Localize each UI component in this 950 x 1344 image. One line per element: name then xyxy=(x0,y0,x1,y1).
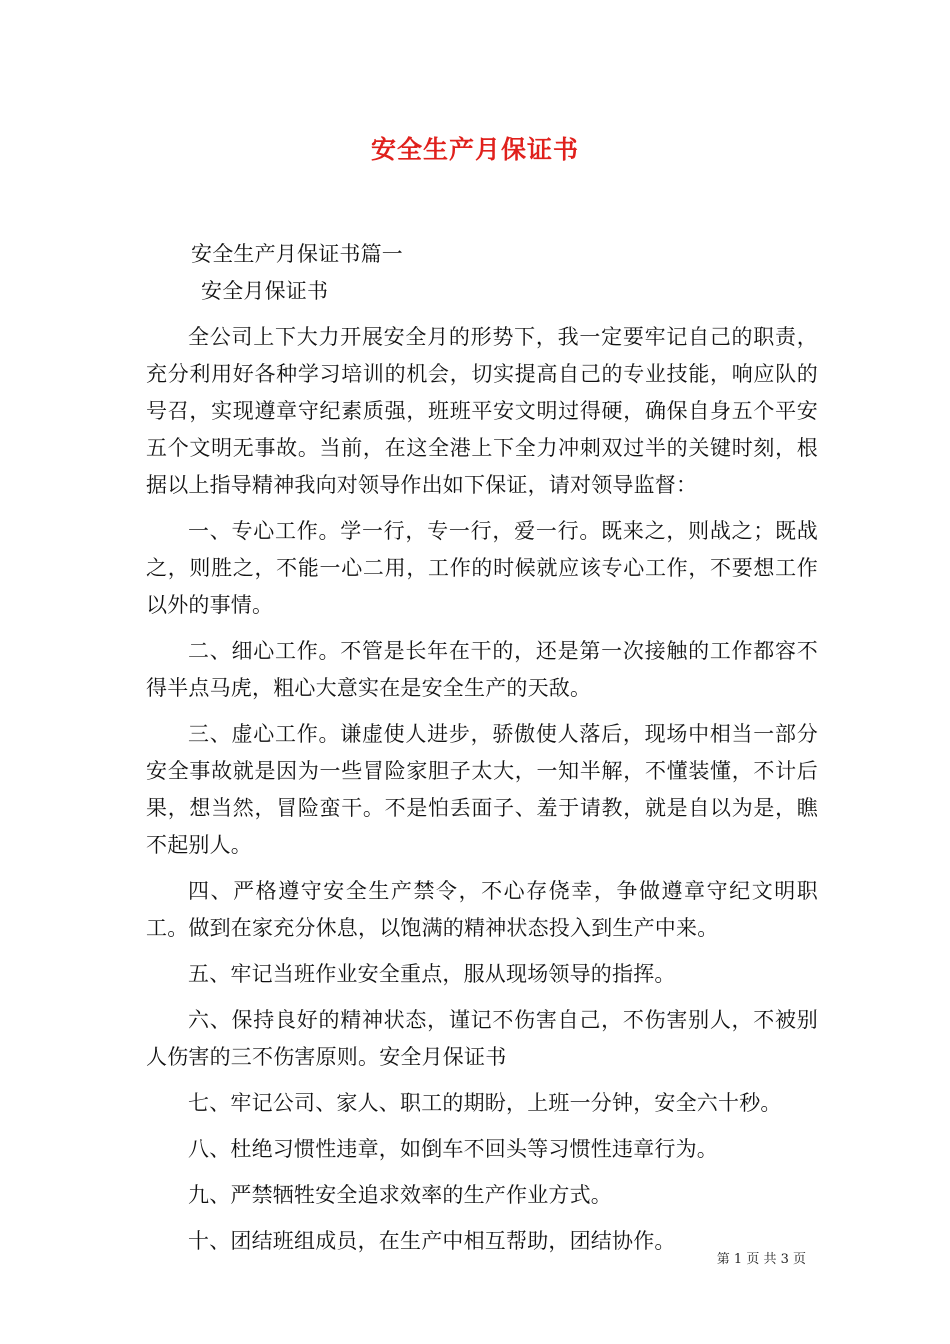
section-heading: 安全生产月保证书篇一 xyxy=(191,242,403,266)
paragraph-item-6: 六、保持良好的精神状态，谨记不伤害自己，不伤害别人，不被别人伤害的三不伤害原则。安全月保证书 xyxy=(146,1008,818,1069)
paragraph-item-2: 二、细心工作。不管是长年在干的，还是第一次接触的工作都容不得半点马虎，粗心大意实在是安全生产的天敌。 xyxy=(146,639,818,700)
paragraph-item-9: 九、严禁牺牲安全追求效率的生产作业方式。 xyxy=(188,1183,612,1207)
paragraph-item-7: 七、牢记公司、家人、职工的期盼，上班一分钟，安全六十秒。 xyxy=(188,1091,782,1115)
document-body xyxy=(146,236,818,1269)
page-number-footer: 第 1 页 共 3 页 xyxy=(716,1252,806,1267)
paragraph-item-4: 四、严格遵守安全生产禁令，不心存侥幸，争做遵章守纪文明职工。做到在家充分休息，以饱满的精神状态投入到生产中来。 xyxy=(146,879,818,940)
paragraph-item-8: 八、杜绝习惯性违章，如倒车不回头等习惯性违章行为。 xyxy=(188,1137,718,1161)
paragraph-item-1: 一、专心工作。学一行，专一行，爱一行。既来之，则战之；既战之，则胜之，不能一心二用，工作的时候就应该专心工作，不要想工作以外的事情。 xyxy=(146,519,818,617)
paragraph-item-3: 三、虚心工作。谦虚使人进步，骄傲使人落后，现场中相当一部分安全事故就是因为一些冒险家胆子太大，一知半解，不懂装懂，不计后果，想当然，冒险蛮干。不是怕丢面子、羞于请教，就是自以为是，瞧不起别人。 xyxy=(146,722,818,857)
paragraph-intro: 全公司上下大力开展安全月的形势下，我一定要牢记自己的职责，充分利用好各种学习培训的机会，切实提高自己的专业技能，响应队的号召，实现遵章守纪素质强，班班平安文明过得硬，确保自身五个平安五个文明无事故。当前，在这全港上下全力冲刺双过半的关键时刻，根据以上指导精神我向对领导作出如下保证，请对领导监督： xyxy=(146,325,818,497)
section-subtitle: 安全月保证书 xyxy=(201,279,329,303)
paragraph-item-5: 五、牢记当班作业安全重点，服从现场领导的指挥。 xyxy=(188,962,676,986)
document-title: 安全生产月保证书 xyxy=(370,135,579,164)
paragraph-item-10: 十、团结班组成员，在生产中相互帮助，团结协作。 xyxy=(188,1229,676,1253)
